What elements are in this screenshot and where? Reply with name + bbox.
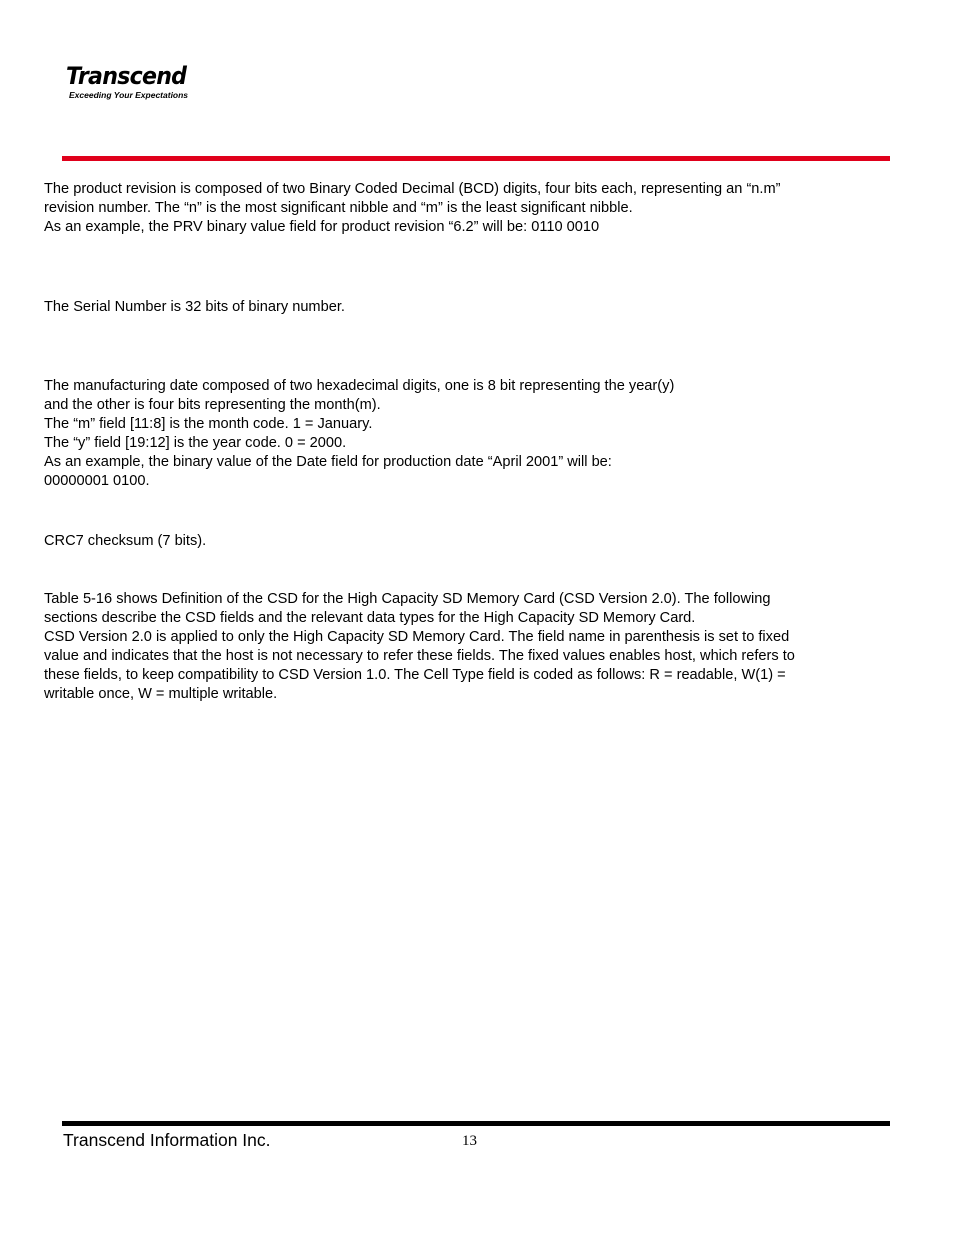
footer-company-name: Transcend Information Inc. — [63, 1130, 271, 1150]
text-line: The manufacturing date composed of two hexadecimal digits, one is 8 bit representing the year(y) — [44, 378, 675, 394]
text-line: 00000001 0100. — [44, 473, 150, 489]
logo-tagline: Exceeding Your Expectations — [69, 90, 189, 100]
paragraph-serial-number — [44, 298, 894, 317]
paragraph-product-revision — [44, 180, 894, 237]
text-line: Table 5-16 shows Definition of the CSD for the High Capacity SD Memory Card (CSD Version 2.0). The following — [44, 591, 771, 607]
logo-name: Transcend — [66, 62, 187, 90]
text-line: The “m” field [11:8] is the month code. 1 = January. — [44, 416, 373, 432]
text-line: The “y” field [19:12] is the year code. 0 = 2000. — [44, 435, 347, 451]
paragraph-crc — [44, 532, 894, 551]
text-line: writable once, W = multiple writable. — [44, 686, 278, 702]
text-line: value and indicates that the host is not necessary to refer these fields. The fixed values enables host, which refers to — [44, 648, 795, 664]
header-rule — [62, 156, 890, 161]
text-line: these fields, to keep compatibility to CSD Version 1.0. The Cell Type field is coded as follows: R = readable, W(1) = — [44, 667, 786, 683]
text-line: sections describe the CSD fields and the relevant data types for the High Capacity SD Memory Card. — [44, 610, 696, 626]
company-logo — [66, 62, 206, 100]
page-number: 13 — [462, 1133, 477, 1149]
footer-rule — [62, 1121, 890, 1126]
text-line: The product revision is composed of two Binary Coded Decimal (BCD) digits, four bits each, representing an “n.m” — [44, 181, 781, 197]
paragraph-manufacturing-date — [44, 377, 894, 491]
text-line: The Serial Number is 32 bits of binary number. — [44, 299, 345, 315]
paragraph-csd-register — [44, 590, 894, 704]
text-line: CRC7 checksum (7 bits). — [44, 533, 207, 549]
text-line: CSD Version 2.0 is applied to only the High Capacity SD Memory Card. The field name in parenthesis is set to fixed — [44, 629, 790, 645]
text-line: revision number. The “n” is the most significant nibble and “m” is the least significant nibble. — [44, 200, 633, 216]
text-line: and the other is four bits representing the month(m). — [44, 397, 381, 413]
text-line: As an example, the PRV binary value field for product revision “6.2” will be: 0110 0010 — [44, 219, 600, 235]
text-line: As an example, the binary value of the Date field for production date “April 2001” will be: — [44, 454, 612, 470]
